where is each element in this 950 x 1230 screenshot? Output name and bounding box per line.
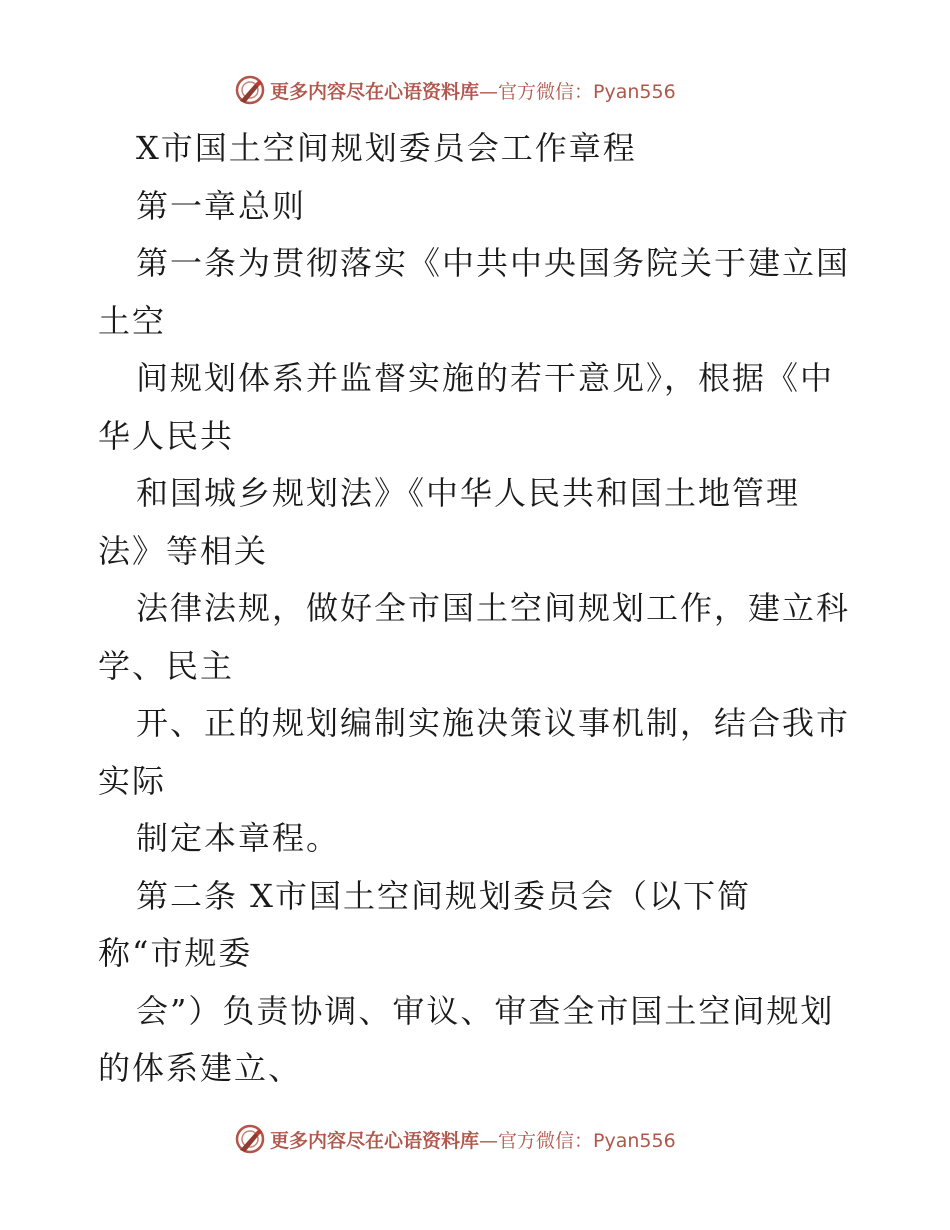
banner-text (270, 1126, 676, 1153)
paragraph-line: 间规划体系并监督实施的若干意见》，根据《中 (136, 359, 835, 397)
pen-circle-logo-icon (234, 1123, 266, 1155)
banner-contact: 官方微信：Pyan556 (498, 1129, 676, 1152)
paragraph-line: 称“市规委 (98, 934, 253, 972)
paragraph-line: 第一条为贯彻落实《中共中央国务院关于建立国 (136, 244, 851, 282)
banner-contact: 官方微信：Pyan556 (498, 80, 676, 103)
paragraph-line: 会”）负责协调、审议、审查全市国土空间规划 (136, 991, 835, 1030)
paragraph-line: 法》等相关 (98, 531, 269, 570)
paragraph-line: 土空 (98, 301, 167, 340)
header-banner (234, 73, 676, 107)
banner-text (270, 77, 676, 104)
pen-circle-logo-icon (234, 74, 266, 106)
paragraph-line: 和国城乡规划法》《中华人民共和国土地管理 (136, 474, 801, 512)
paragraph-line: 实际 (98, 761, 167, 800)
paragraph-line: 第二条 X市国土空间规划委员会（以下简 (136, 876, 751, 915)
paragraph-line: 的体系建立、 (98, 1049, 303, 1087)
banner-separator: — (479, 80, 499, 103)
document-body (98, 120, 858, 1098)
banner-separator: — (479, 1129, 499, 1152)
paragraph-line: 华人民共 (98, 416, 235, 455)
paragraph-line: 学、民主 (98, 646, 235, 685)
paragraph-line: 制定本章程。 (136, 819, 341, 857)
footer-banner (234, 1122, 676, 1156)
banner-brand: 更多内容尽在心语资料库 (270, 80, 480, 103)
document-title: X市国土空间规划委员会工作章程 (136, 129, 637, 167)
paragraph-line: 开、正的规划编制实施决策议事机制，结合我市 (136, 704, 851, 742)
paragraph-line: 法律法规，做好全市国土空间规划工作，建立科 (136, 589, 851, 627)
banner-brand: 更多内容尽在心语资料库 (270, 1129, 480, 1152)
chapter-heading: 第一章总则 (136, 186, 307, 225)
